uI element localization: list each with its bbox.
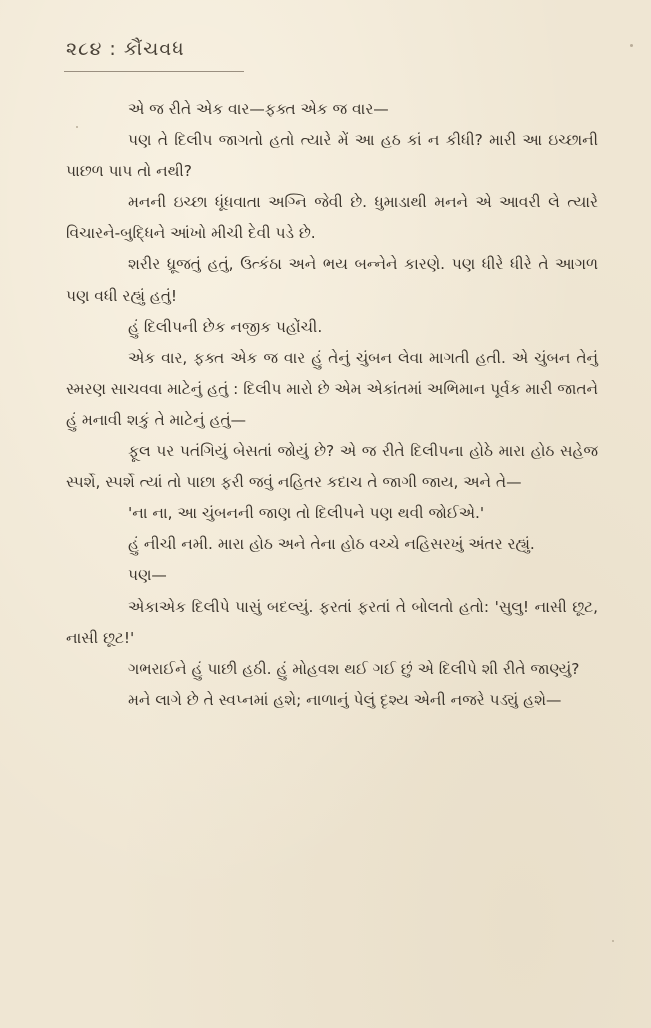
paragraph: એકાએક દિલીપે પાસું બદલ્યું. ફરતાં ફરતાં તે બોલતો હતો: 'સુલુ! નાસી છૂટ, નાસી છૂટ!'	[66, 597, 598, 647]
paper-speck	[76, 126, 78, 128]
paragraph: પણ—	[128, 566, 167, 585]
paragraph: હું નીચી નમી. મારા હોઠ અને તેના હોઠ વચ્ચે નહિસરખું અંતર રહ્યું.	[128, 535, 535, 554]
paragraph: ગભરાઈને હું પાછી હઠી. હું મોહવશ થઈ ગઈ છું એ દિલીપે શી રીતે જાણ્યું?	[128, 659, 580, 678]
running-head: ૨૮૪ : કૌંચવધ	[66, 38, 185, 60]
header-rule	[64, 71, 244, 72]
paragraph: ફૂલ પર પતંગિયું બેસતાં જોયું છે? એ જ રીતે દિલીપના હોઠે મારા હોઠ સહેજ સ્પર્શે, સ્પર્શે ત્યાં તો પાછા ફરી જવું નહિતર કદાચ તે જાગી જાય, અને તે—	[66, 442, 598, 492]
paragraph: 'ના ના, આ ચુંબનની જાણ તો દિલીપને પણ થવી જોઈએ.'	[128, 504, 485, 523]
paragraph: પણ તે દિલીપ જાગતો હતો ત્યારે મેં આ હઠ કાં ન કીધી? મારી આ ઇચ્છાની પાછળ પાપ તો નથી?	[66, 131, 598, 181]
paragraph: હું દિલીપની છેક નજીક પહોંચી.	[128, 317, 323, 336]
paragraph: મનની ઇચ્છા ધૂંધવાતા અગ્નિ જેવી છે. ધુમાડાથી મનને એ આવરી લે ત્યારે વિચારને-બુદ્ધિને આંખો મીચી દેવી પડે છે.	[66, 193, 598, 243]
paragraph: મને લાગે છે તે સ્વપ્નમાં હશે; નાળાનું પેલું દૃશ્ય એની નજરે પડ્યું હશે—	[128, 690, 562, 709]
paragraph: શરીર ધ્રૂજતું હતું, ઉત્કંઠા અને ભય બન્નેને કારણે. પણ ધીરે ધીરે તે આગળ પણ વધી રહ્યું હતું!	[66, 255, 598, 305]
paragraph: એક વાર, ફક્ત એક જ વાર હું તેનું ચુંબન લેવા માગતી હતી. એ ચુંબન તેનું સ્મરણ સાચવવા માટેનું હતું : દિલીપ મારો છે એમ એકાંતમાં અભિમાન પૂર્વક મારી જાતને હું મનાવી શકું તે માટેનું હતું—	[66, 348, 598, 429]
paragraph: એ જ રીતે એક વાર—ફક્ત એક જ વાર—	[128, 100, 389, 118]
paper-speck	[612, 940, 614, 942]
paper-speck	[630, 44, 633, 47]
body-text	[66, 94, 598, 716]
